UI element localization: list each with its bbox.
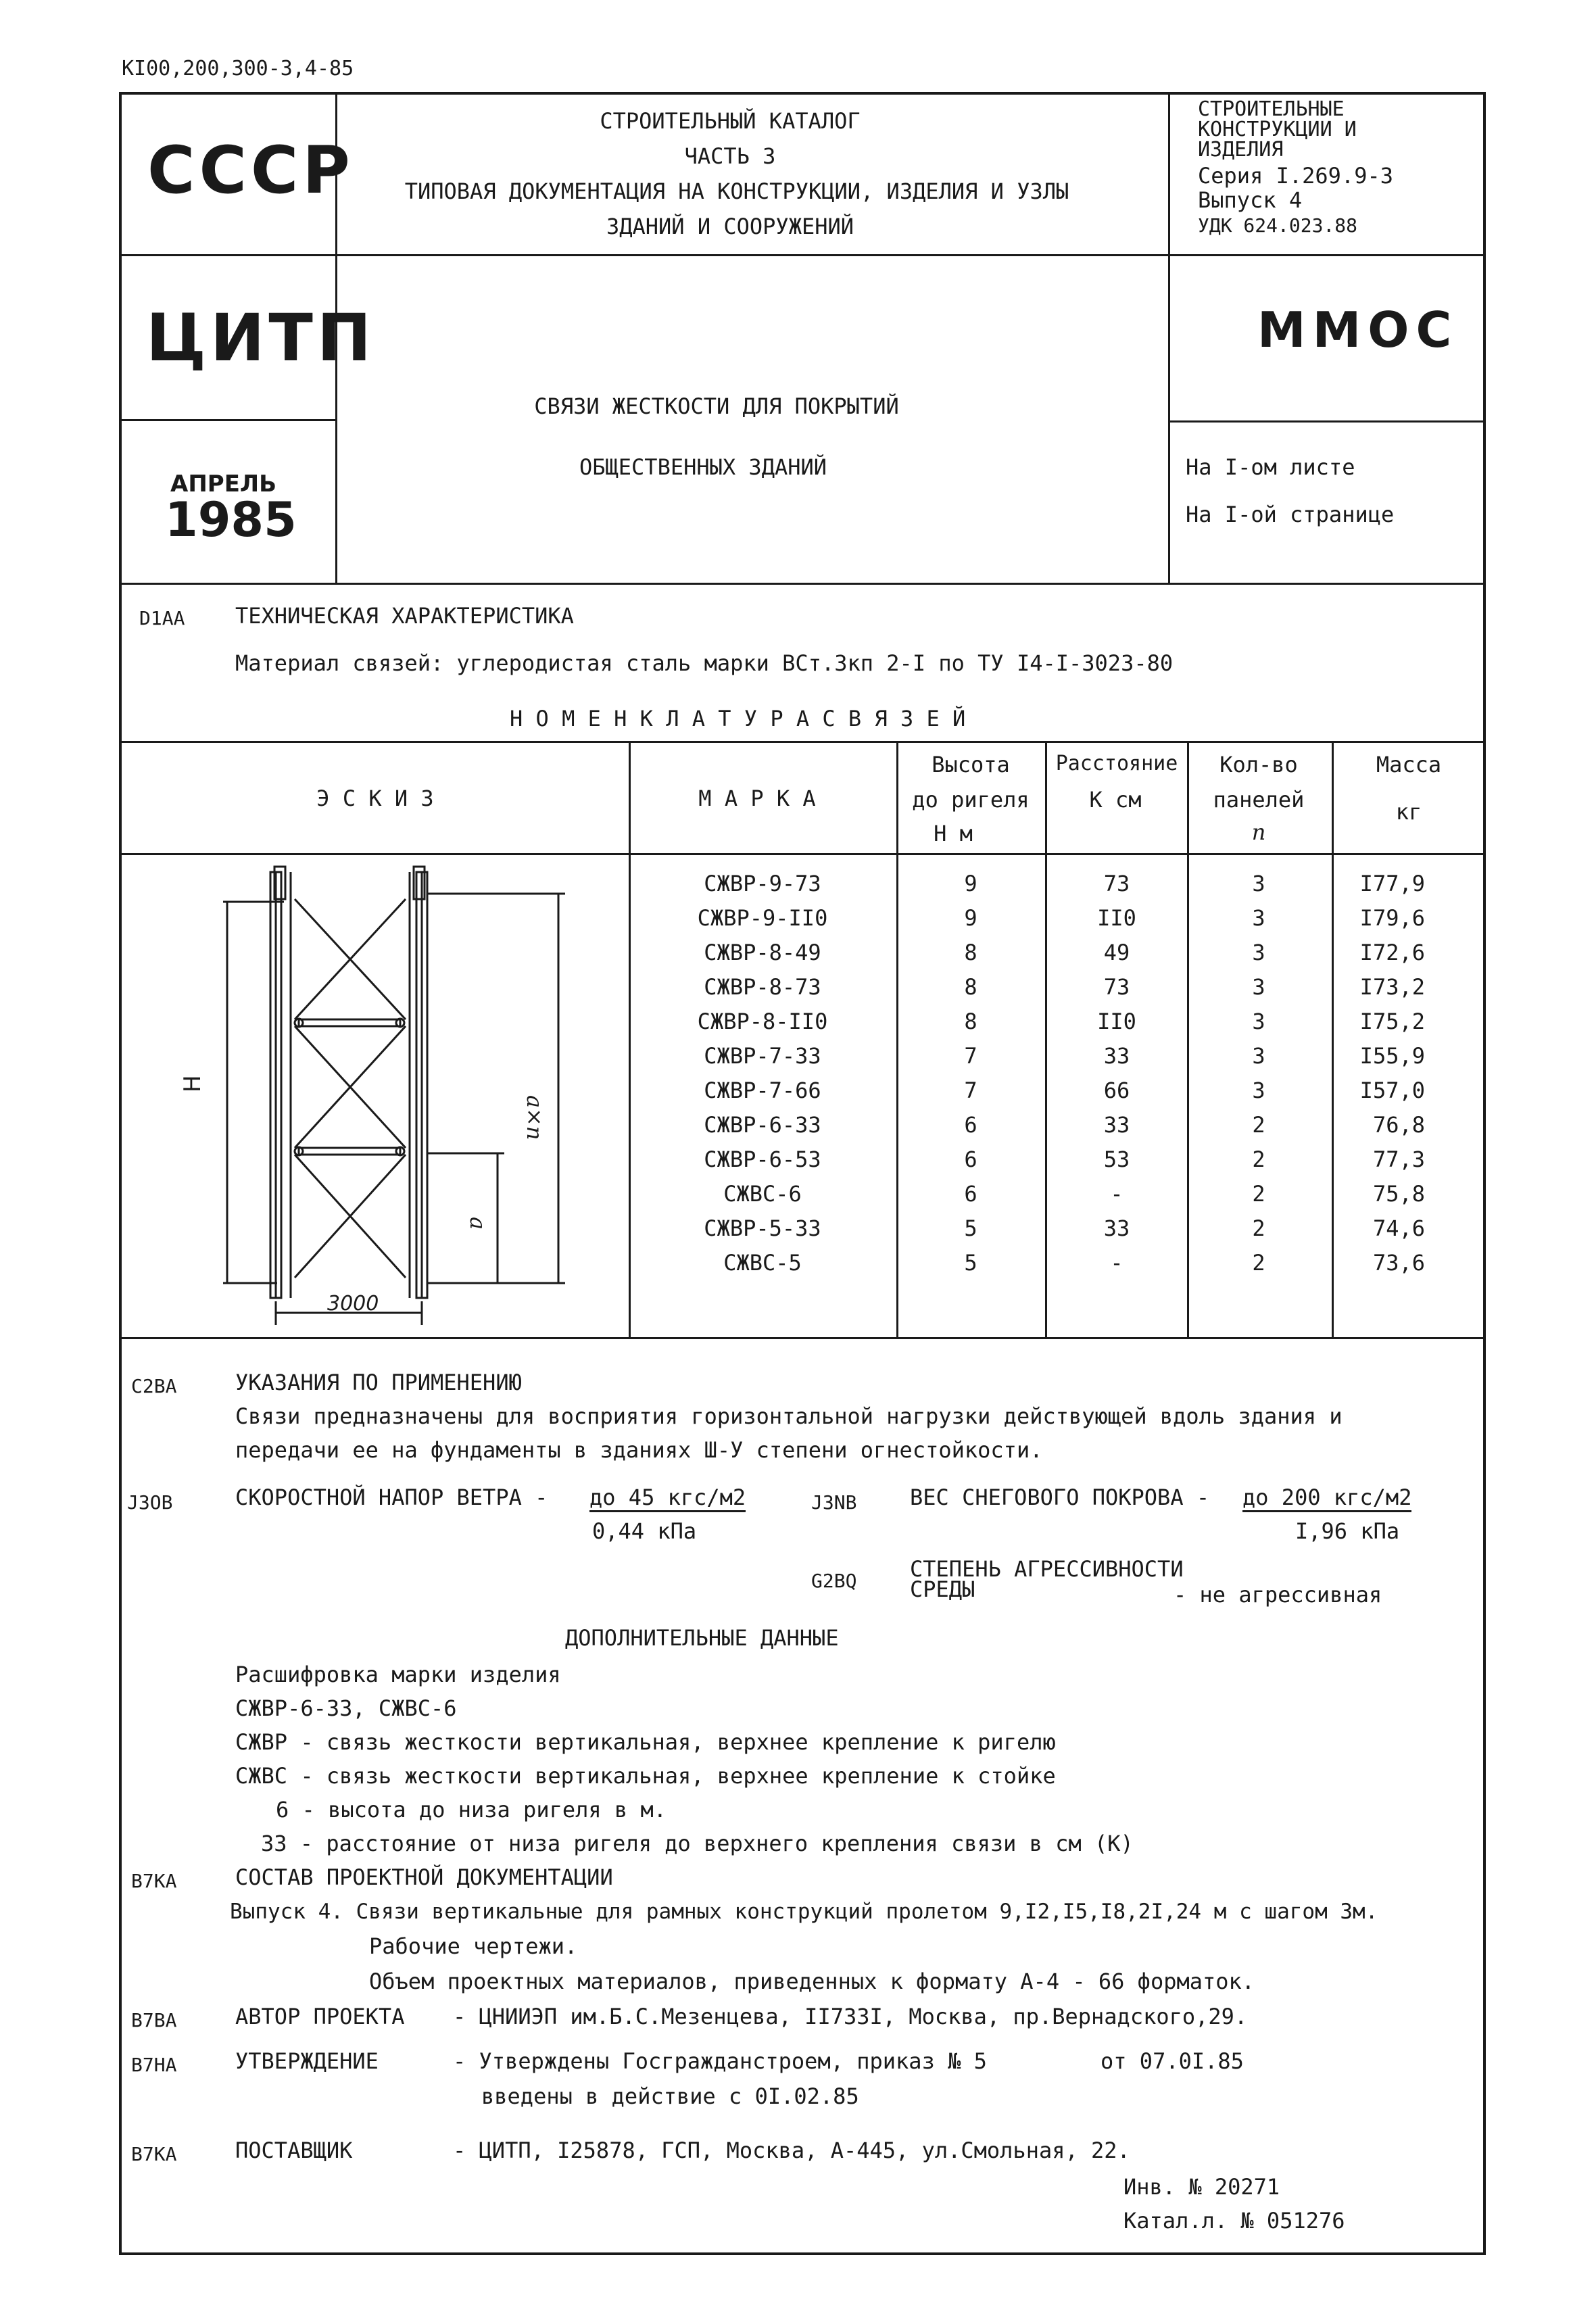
header-sketch: Э С К И З [316, 786, 434, 811]
nomenclature-title: Н О М Е Н К Л А Т У Р А С В Я З Е Й [510, 706, 966, 731]
header-panels-2: панелей [1213, 787, 1305, 813]
additional-line-5: 6 - высота до низа ригеля в м. [276, 1797, 667, 1823]
cell-mark: СЖВР-7-33 [704, 1043, 821, 1069]
usage-line-1: Связи предназначены для восприятия горизонтальной нагрузки действующей вдоль здания и [235, 1403, 1343, 1429]
series-line-5: Выпуск 4 [1198, 187, 1303, 213]
header-height-1: Высота [932, 752, 1010, 777]
cell-mark: СЖВС-5 [723, 1250, 802, 1276]
header-panels-1: Кол-во [1219, 752, 1298, 777]
cell-panels: 3 [1252, 1043, 1265, 1069]
cell-distance: 49 [1103, 940, 1130, 965]
cell-distance: 33 [1103, 1215, 1130, 1241]
header-mass-2: кг [1395, 799, 1422, 825]
cell-panels: 2 [1252, 1215, 1265, 1241]
cell-mark: СЖВР-6-53 [704, 1147, 821, 1172]
cell-mark: СЖВР-8-II0 [697, 1009, 828, 1034]
cell-mass: I77,9 [1359, 871, 1425, 896]
cell-mass: I75,2 [1359, 1009, 1425, 1034]
header-mass-1: Масса [1376, 752, 1442, 777]
bracing-sketch [176, 859, 595, 1332]
tech-title: ТЕХНИЧЕСКАЯ ХАРАКТЕРИСТИКА [235, 603, 574, 629]
cell-panels: 2 [1252, 1112, 1265, 1138]
cell-panels: 2 [1252, 1181, 1265, 1207]
cell-panels: 3 [1252, 905, 1265, 931]
usage-code: C2BA [131, 1375, 177, 1397]
additional-line-3: СЖВР - связь жесткости вертикальная, верхнее крепление к ригелю [235, 1729, 1056, 1755]
additional-title: ДОПОЛНИТЕЛЬНЫЕ ДАННЫЕ [565, 1625, 839, 1651]
cell-mass: 76,8 [1372, 1112, 1425, 1138]
series-line-1: СТРОИТЕЛЬНЫЕ [1198, 97, 1345, 121]
cell-mass: 77,3 [1372, 1147, 1425, 1172]
cell-height: 6 [964, 1147, 977, 1172]
cell-mark: СЖВР-8-73 [704, 974, 821, 1000]
cell-mass: 75,8 [1372, 1181, 1425, 1207]
cell-mark: СЖВР-7-66 [704, 1078, 821, 1103]
composition-line-3: Объем проектных материалов, приведенных к формату А-4 - 66 форматок. [369, 1969, 1255, 1994]
cell-distance: II0 [1097, 1009, 1136, 1034]
cell-height: 8 [964, 974, 977, 1000]
cell-mass: I72,6 [1359, 940, 1425, 965]
cell-height: 9 [964, 905, 977, 931]
env-line-1: СТЕПЕНЬ АГРЕССИВНОСТИ [910, 1556, 1184, 1582]
tech-code: D1AA [139, 607, 185, 629]
cell-mass: 74,6 [1372, 1215, 1425, 1241]
year-label: 1985 [165, 492, 297, 548]
catalog-line-1: СТРОИТЕЛЬНЫЙ КАТАЛОГ [600, 108, 861, 134]
snow-label: ВЕС СНЕГОВОГО ПОКРОВА - [910, 1485, 1210, 1510]
cell-height: 5 [964, 1215, 977, 1241]
cell-mass: I73,2 [1359, 974, 1425, 1000]
country-label: СССР [147, 132, 354, 208]
sketch-an-label: a×n [522, 1095, 548, 1140]
cell-panels: 3 [1252, 1078, 1265, 1103]
sketch-width-label: 3000 [327, 1292, 379, 1316]
cell-distance: 33 [1103, 1043, 1130, 1069]
author-value: - ЦНИИЭП им.Б.С.Мезенцева, II733I, Москва, пр.Вернадского,29. [453, 2004, 1248, 2029]
cell-height: 7 [964, 1043, 977, 1069]
cell-height: 6 [964, 1112, 977, 1138]
env-value: - не агрессивная [1174, 1582, 1382, 1608]
cell-mass: I55,9 [1359, 1043, 1425, 1069]
cell-height: 8 [964, 940, 977, 965]
usage-line-2: передачи ее на фундаменты в зданиях Ш-У степени огнестойкости. [235, 1437, 1043, 1463]
cell-height: 8 [964, 1009, 977, 1034]
cell-panels: 3 [1252, 871, 1265, 896]
sheet-line-2: На I-ой странице [1186, 502, 1395, 527]
approval-line-1: - Утверждены Госгражданстроем, приказ № 5 [453, 2048, 987, 2074]
cell-panels: 2 [1252, 1147, 1265, 1172]
approval-label: УТВЕРЖДЕНИЕ [235, 2048, 379, 2074]
cell-distance: 73 [1103, 871, 1130, 896]
cell-mark: СЖВС-6 [723, 1181, 802, 1207]
cell-distance: 73 [1103, 974, 1130, 1000]
cell-mass: I79,6 [1359, 905, 1425, 931]
catalog-number: Катал.л. № 051276 [1123, 2208, 1345, 2234]
sketch-height-label: Н [179, 1075, 206, 1092]
env-code: G2BQ [811, 1570, 857, 1592]
series-line-2: КОНСТРУКЦИИ И [1198, 118, 1357, 141]
cell-mark: СЖВР-9-73 [704, 871, 821, 896]
header-height-3: Н м [934, 821, 973, 846]
author-code: B7BA [131, 2009, 177, 2031]
supplier-label: ПОСТАВЩИК [235, 2138, 353, 2163]
header-distance-2: К см [1089, 787, 1142, 813]
cell-distance: - [1110, 1181, 1123, 1207]
composition-code: B7KA [131, 1870, 177, 1892]
cell-distance: 33 [1103, 1112, 1130, 1138]
cell-distance: II0 [1097, 905, 1136, 931]
author-label: АВТОР ПРОЕКТА [235, 2004, 405, 2029]
doc-title-line-2: ОБЩЕСТВЕННЫХ ЗДАНИЙ [579, 454, 827, 480]
cell-distance: 53 [1103, 1147, 1130, 1172]
cell-distance: - [1110, 1250, 1123, 1276]
supplier-value: - ЦИТП, I25878, ГСП, Москва, А-445, ул.Смольная, 22. [453, 2138, 1130, 2163]
wind-code: J3OB [127, 1491, 173, 1514]
wind-sub: 0,44 кПа [592, 1518, 697, 1544]
cell-mass: 73,6 [1372, 1250, 1425, 1276]
org-label: ЦИТП [146, 300, 376, 376]
cell-height: 7 [964, 1078, 977, 1103]
composition-title: СОСТАВ ПРОЕКТНОЙ ДОКУМЕНТАЦИИ [235, 1864, 613, 1890]
sheet-line-1: На I-ом листе [1186, 454, 1355, 480]
series-line-3: ИЗДЕЛИЯ [1198, 138, 1284, 162]
composition-line-1: Выпуск 4. Связи вертикальные для рамных конструкций пролетом 9,I2,I5,I8,2I,24 м с шагом 3м. [230, 1900, 1378, 1924]
usage-title: УКАЗАНИЯ ПО ПРИМЕНЕНИЮ [235, 1370, 522, 1395]
snow-value: до 200 кгс/м2 [1242, 1485, 1411, 1512]
additional-line-4: СЖВС - связь жесткости вертикальная, верхнее крепление к стойке [235, 1763, 1056, 1789]
composition-line-2: Рабочие чертежи. [369, 1933, 578, 1959]
cell-panels: 3 [1252, 974, 1265, 1000]
catalog-line-4: ЗДАНИЙ И СООРУЖЕНИЙ [606, 214, 854, 239]
additional-line-1: Расшифровка марки изделия [235, 1662, 561, 1687]
wind-label: СКОРОСТНОЙ НАПОР ВЕТРА - [235, 1485, 548, 1510]
series-line-6: УДК 624.023.88 [1198, 214, 1358, 237]
cell-distance: 66 [1103, 1078, 1130, 1103]
header-height-2: до ригеля [912, 787, 1030, 813]
cell-mark: СЖВР-8-49 [704, 940, 821, 965]
cell-mass: I57,0 [1359, 1078, 1425, 1103]
cell-height: 6 [964, 1181, 977, 1207]
snow-code: J3NB [811, 1491, 857, 1514]
header-mark: М А Р К А [698, 786, 816, 811]
material-line: Материал связей: углеродистая сталь марки ВСт.3кп 2-I по ТУ I4-I-3023-80 [235, 650, 1174, 676]
month-label: АПРЕЛЬ [170, 471, 277, 498]
catalog-line-2: ЧАСТЬ 3 [684, 143, 776, 169]
sketch-a-label: a [465, 1217, 491, 1230]
supplier-code: B7KA [131, 2143, 177, 2165]
cell-panels: 3 [1252, 940, 1265, 965]
wind-value: до 45 кгс/м2 [589, 1485, 746, 1512]
cell-panels: 3 [1252, 1009, 1265, 1034]
catalog-line-3: ТИПОВАЯ ДОКУМЕНТАЦИЯ НА КОНСТРУКЦИИ, ИЗДЕЛИЯ И УЗЛЫ [404, 178, 1069, 204]
cell-mark: СЖВР-6-33 [704, 1112, 821, 1138]
cell-panels: 2 [1252, 1250, 1265, 1276]
series-line-4: Серия I.269.9-3 [1198, 163, 1393, 189]
cell-mark: СЖВР-9-II0 [697, 905, 828, 931]
class-code: ММОС [1257, 301, 1459, 358]
approval-code: B7HA [131, 2054, 177, 2076]
cell-height: 9 [964, 871, 977, 896]
approval-date: от 07.0I.85 [1101, 2048, 1244, 2074]
header-panels-3: n [1251, 819, 1266, 845]
cell-mark: СЖВР-5-33 [704, 1215, 821, 1241]
header-distance-1: Расстояние [1055, 752, 1178, 775]
additional-line-6: 33 - расстояние от низа ригеля до верхнего крепления связи в см (К) [261, 1831, 1134, 1856]
approval-line-2: введены в действие с 0I.02.85 [481, 2083, 859, 2109]
inventory-number: Инв. № 20271 [1123, 2174, 1280, 2200]
doc-title-line-1: СВЯЗИ ЖЕСТКОСТИ ДЛЯ ПОКРЫТИЙ [534, 393, 899, 419]
doc-code: КI00,200,300-3,4-85 [122, 57, 354, 80]
env-line-2: СРЕДЫ [910, 1576, 975, 1602]
snow-sub: I,96 кПа [1295, 1518, 1400, 1544]
cell-height: 5 [964, 1250, 977, 1276]
additional-line-2: СЖВР-6-33, СЖВС-6 [235, 1695, 457, 1721]
